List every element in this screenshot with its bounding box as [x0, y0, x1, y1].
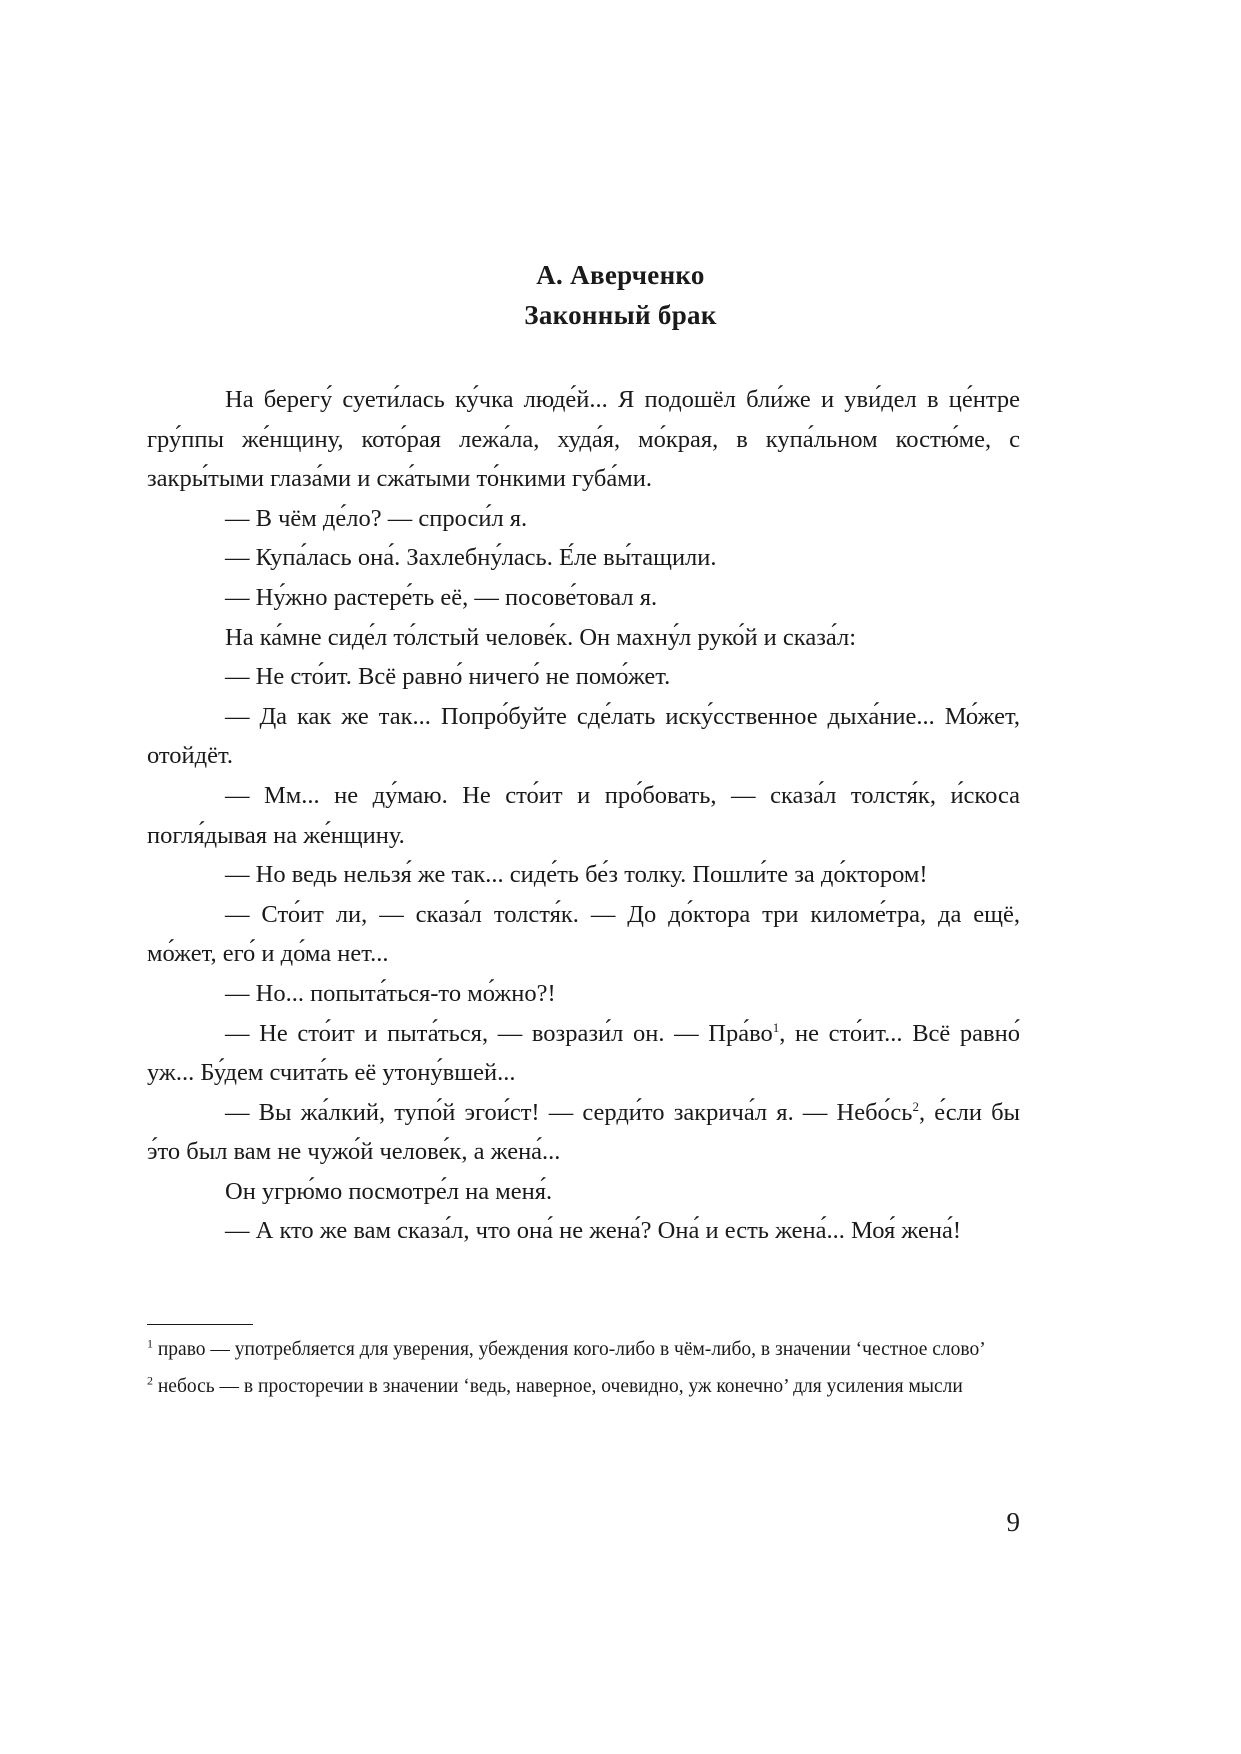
footnote-text: право — употребляется для уверения, убеждения кого-либо в чём-либо, в значении ‘честное слово’	[153, 1339, 986, 1360]
paragraph: — Купа́лась она́. Захлебну́лась. Е́ле вы́тащили.	[225, 544, 717, 572]
paragraph-with-footnote-2	[147, 1093, 1020, 1172]
paragraph: На ка́мне сиде́л то́лстый челове́к. Он махну́л руко́й и сказа́л:	[225, 623, 856, 651]
paragraph: Он угрю́мо посмотре́л на меня́.	[225, 1177, 553, 1205]
footnote-reference-2[interactable]: 2	[912, 1098, 919, 1114]
footnote-reference-1[interactable]: 1	[772, 1019, 780, 1035]
paragraph-with-footnote-1	[147, 1014, 1020, 1093]
paragraph: — Мм... не ду́маю. Не сто́ит и про́бовать, — сказа́л толстя́к, и́скоса погля́дывая на же́нщину.	[147, 781, 1020, 849]
footnote-number: 2	[147, 1373, 153, 1388]
page-number: 9	[1006, 1507, 1020, 1537]
paragraph: — Сто́ит ли, — сказа́л толстя́к. — До до́ктора три киломе́тра, да ещё, мо́жет, его́ и до́ма нет...	[147, 900, 1020, 968]
story-text	[147, 380, 1020, 1251]
footnote-2	[147, 1372, 1020, 1402]
paragraph: На берегу́ суети́лась ку́чка люде́й... Я подошёл бли́же и уви́дел в це́нтре гру́ппы же́нщину, кото́рая лежа́ла, худа́я, мо́края, в купа́льном костю́ме, с закры́тыми глаза́ми и сжа́тыми то́нкими губа́ми.	[147, 386, 1020, 493]
paragraph-text: — Не сто́ит и пыта́ться, — возрази́л он. — Пра́во	[225, 1019, 773, 1047]
paragraph: — Не сто́ит. Всё равно́ ничего́ не помо́жет.	[225, 663, 671, 691]
footnote-number: 1	[147, 1336, 153, 1351]
paragraph-text: — Вы жа́лкий, тупо́й эгои́ст! — серди́то закрича́л я. — Небо́сь	[225, 1098, 913, 1126]
footnote-text: небось — в просторечии в значении ‘ведь, наверное, очевидно, уж конечно’ для усиления мысли	[153, 1376, 963, 1397]
paragraph-text: , не сто́ит... Всё равно́ уж... Бу́дем счита́ть её утону́вшей...	[147, 1019, 1020, 1087]
paragraph: — А кто же вам сказа́л, что она́ не жена́? Она́ и есть жена́... Моя́ жена́!	[225, 1217, 962, 1245]
author-name: А. Аверченко	[536, 260, 705, 290]
paragraph-text: , е́сли бы э́то был вам не чужо́й челове́к, а жена́...	[147, 1098, 1021, 1166]
paragraph: — Да как же так... Попро́буйте сде́лать иску́сственное дыха́ние... Мо́жет, отойдёт.	[147, 702, 1020, 770]
story-title: Законный брак	[524, 300, 717, 330]
paragraph: — Но ведь нельзя́ же так... сиде́ть бе́з толку. Пошли́те за до́ктором!	[225, 861, 928, 889]
footnote-1	[147, 1335, 1020, 1365]
paragraph: — В чём де́ло? — спроси́л я.	[225, 504, 528, 532]
footnote-divider	[147, 1324, 253, 1325]
paragraph: — Ну́жно растере́ть её, — посове́товал я.	[225, 583, 658, 611]
paragraph: — Но... попыта́ться-то мо́жно?!	[225, 979, 556, 1007]
footnotes	[147, 1335, 1020, 1409]
story-header	[0, 255, 1241, 335]
